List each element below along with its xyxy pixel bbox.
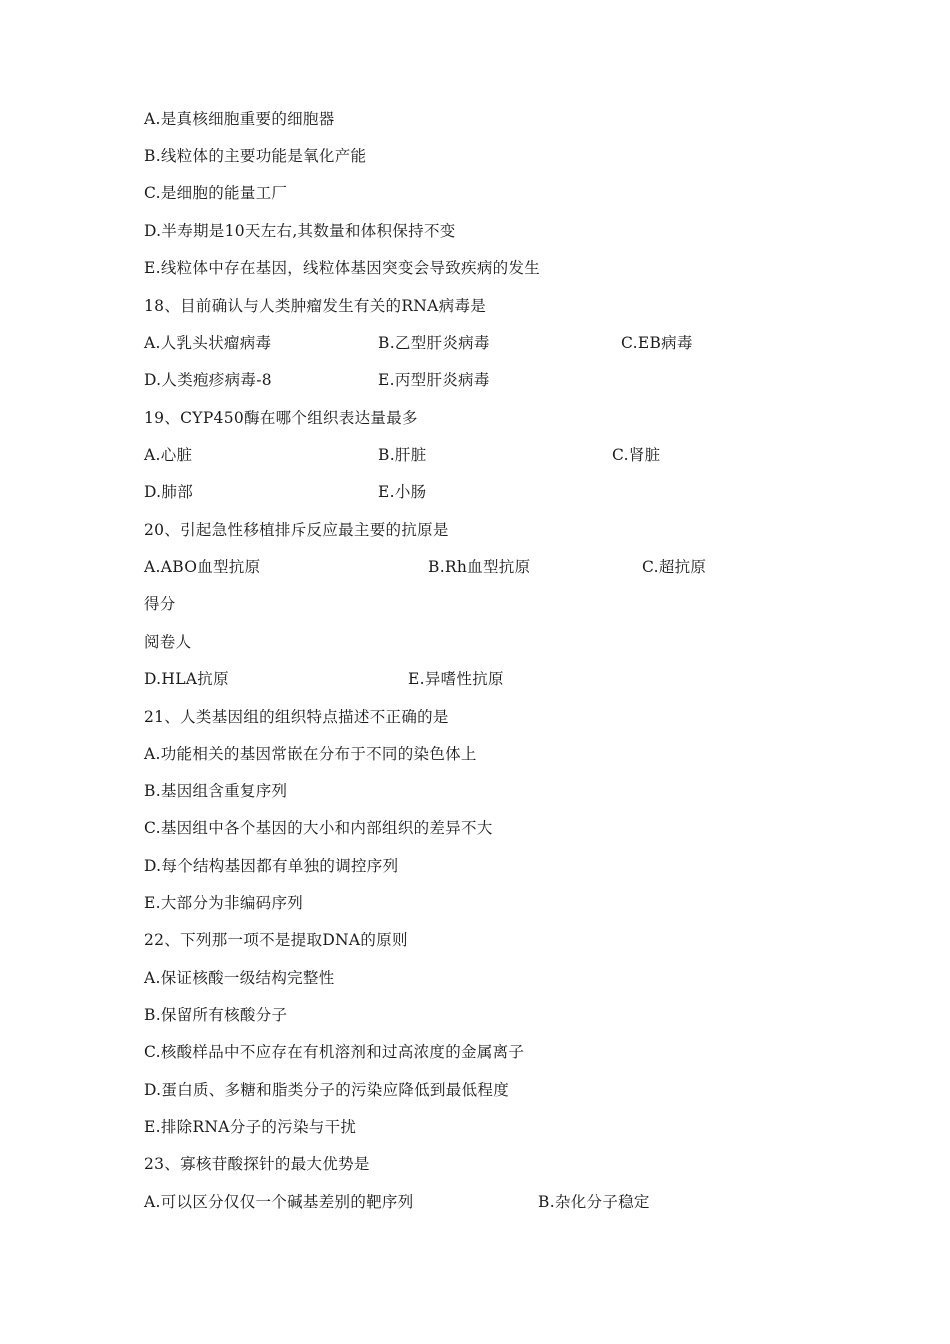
q22-option-c: C.核酸样品中不应存在有机溶剂和过高浓度的金属离子 bbox=[144, 1043, 525, 1061]
q18-option-b: B.乙型肝炎病毒 bbox=[378, 334, 490, 352]
q19-options-row-1 bbox=[144, 445, 890, 465]
q17-option-c: C.是细胞的能量工厂 bbox=[144, 184, 288, 202]
q21-option-a: A.功能相关的基因常嵌在分布于不同的染色体上 bbox=[144, 745, 477, 763]
q19-option-e: E.小肠 bbox=[378, 483, 427, 501]
q19-option-a: A.心脏 bbox=[144, 446, 193, 464]
q19-option-d: D.肺部 bbox=[144, 483, 194, 501]
q21-option-d: D.每个结构基因都有单独的调控序列 bbox=[144, 857, 399, 875]
q23-stem: 23、寡核苷酸探针的最大优势是 bbox=[144, 1155, 370, 1173]
q19-option-c: C.肾脏 bbox=[612, 446, 661, 464]
q23-option-a: A.可以区分仅仅一个碱基差别的靶序列 bbox=[144, 1193, 414, 1211]
q20-options-row-1 bbox=[144, 557, 890, 577]
score-label: 得分 bbox=[144, 595, 176, 613]
q19-options-row-2 bbox=[144, 482, 890, 502]
q22-option-d: D.蛋白质、多糖和脂类分子的污染应降低到最低程度 bbox=[144, 1081, 510, 1099]
q21-option-c: C.基因组中各个基因的大小和内部组织的差异不大 bbox=[144, 819, 493, 837]
q18-options-row-1 bbox=[144, 333, 890, 353]
q22-option-b: B.保留所有核酸分子 bbox=[144, 1006, 288, 1024]
q17-option-b: B.线粒体的主要功能是氧化产能 bbox=[144, 147, 367, 165]
q21-option-e: E.大部分为非编码序列 bbox=[144, 894, 304, 912]
grader-label: 阅卷人 bbox=[144, 633, 192, 651]
q18-option-d: D.人类疱疹病毒-8 bbox=[144, 371, 272, 389]
q17-option-d: D.半寿期是10天左右,其数量和体积保持不变 bbox=[144, 222, 456, 240]
q18-option-e: E.丙型肝炎病毒 bbox=[378, 371, 490, 389]
q17-option-a: A.是真核细胞重要的细胞器 bbox=[144, 110, 335, 128]
q20-options-row-2 bbox=[144, 669, 890, 689]
q20-option-d: D.HLA抗原 bbox=[144, 670, 229, 688]
q18-options-row-2 bbox=[144, 370, 890, 390]
q18-stem: 18、目前确认与人类肿瘤发生有关的RNA病毒是 bbox=[144, 297, 487, 315]
q20-option-e: E.异嗜性抗原 bbox=[408, 670, 504, 688]
q18-option-a: A.人乳头状瘤病毒 bbox=[144, 334, 272, 352]
q22-option-e: E.排除RNA分子的污染与干扰 bbox=[144, 1118, 357, 1136]
q23-option-b: B.杂化分子稳定 bbox=[538, 1193, 650, 1211]
q19-stem: 19、CYP450酶在哪个组织表达量最多 bbox=[144, 409, 418, 427]
q20-option-c: C.超抗原 bbox=[642, 558, 707, 576]
q22-stem: 22、下列那一项不是提取DNA的原则 bbox=[144, 931, 408, 949]
q21-option-b: B.基因组含重复序列 bbox=[144, 782, 288, 800]
q23-options-row-1 bbox=[144, 1192, 890, 1212]
q18-option-c: C.EB病毒 bbox=[621, 334, 693, 352]
q19-option-b: B.肝脏 bbox=[378, 446, 427, 464]
q20-option-b: B.Rh血型抗原 bbox=[428, 558, 531, 576]
q20-stem: 20、引起急性移植排斥反应最主要的抗原是 bbox=[144, 521, 449, 539]
q22-option-a: A.保证核酸一级结构完整性 bbox=[144, 969, 335, 987]
q17-option-e: E.线粒体中存在基因，线粒体基因突变会导致疾病的发生 bbox=[144, 259, 541, 277]
q21-stem: 21、人类基因组的组织特点描述不正确的是 bbox=[144, 708, 449, 726]
q20-option-a: A.ABO血型抗原 bbox=[144, 558, 261, 576]
